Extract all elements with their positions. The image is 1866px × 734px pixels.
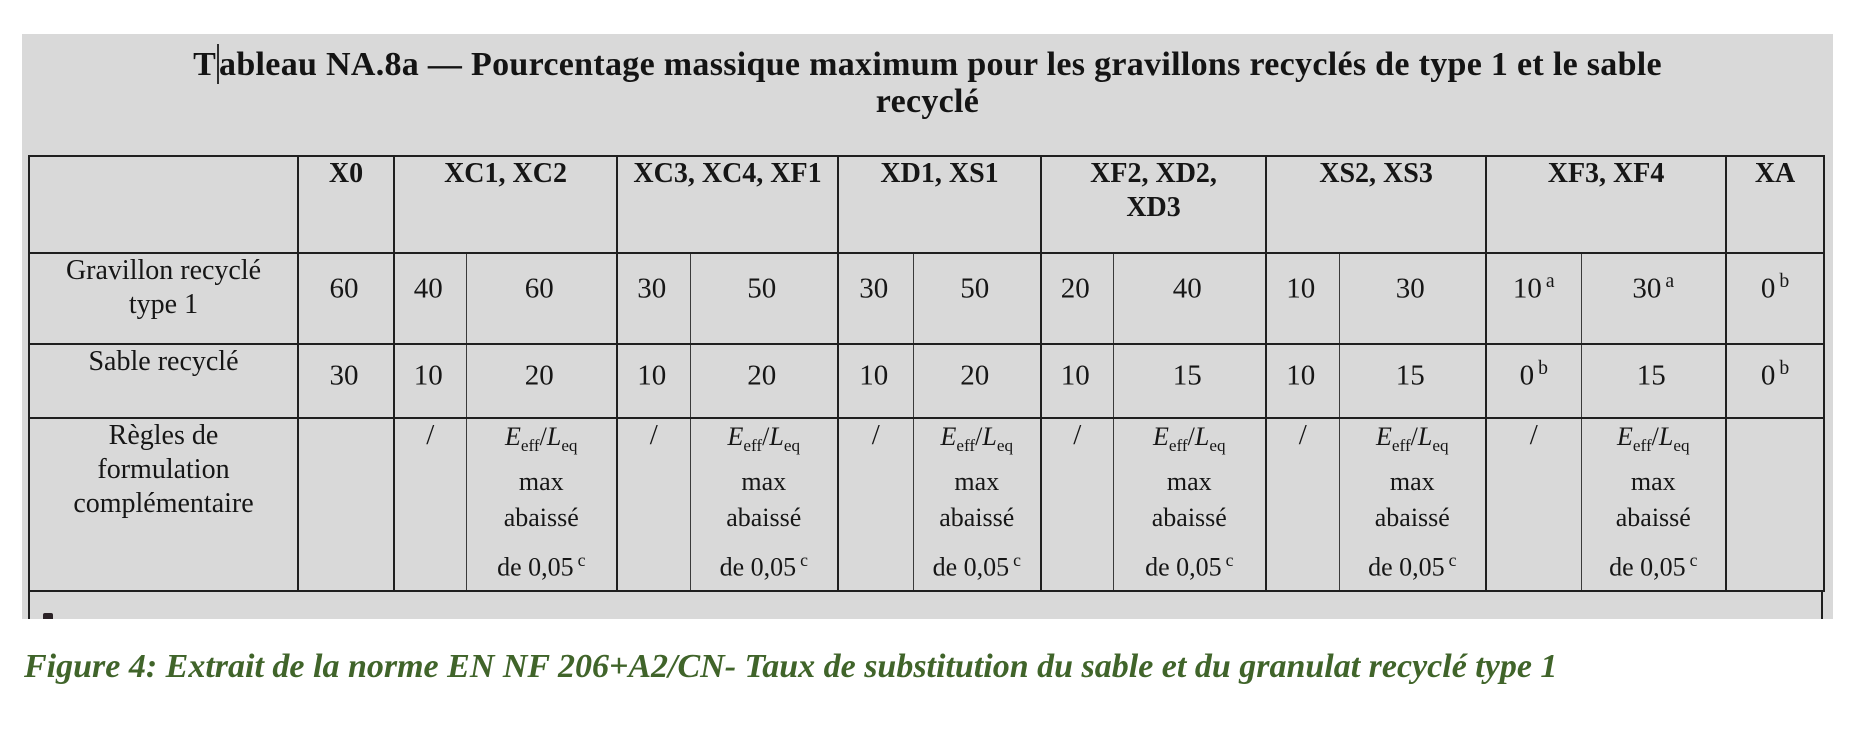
formula-ratio: $E_{eff}/L_{eq}$ [504,422,578,456]
formula-cell[interactable]: $E_{eff}/L_{eq}$ max abaissé de 0,05 $^c$ [1339,418,1486,591]
table-cell-slash[interactable]: / [1041,418,1113,591]
table-cell[interactable]: 30 [838,253,913,344]
table-cell-slash[interactable]: / [617,418,690,591]
column-header-x0[interactable]: X0 [298,156,394,253]
table-cell-empty[interactable] [298,418,394,591]
table-cell[interactable]: 20 [1041,253,1113,344]
table-cell[interactable]: 50 [913,253,1041,344]
column-header-xa[interactable]: XA [1726,156,1824,253]
table-cell[interactable]: 0 $^b$ [1726,253,1824,344]
formula-cell[interactable]: $E_{eff}/L_{eq}$ max abaissé de 0,05 $^c$ [1581,418,1726,591]
footnotes-row-cropped [28,592,1823,619]
table-cell[interactable]: 10 [838,344,913,418]
table-cell[interactable]: 40 [394,253,466,344]
table-cell[interactable]: 15 [1113,344,1266,418]
formula-ratio: $E_{eff}/L_{eq}$ [1153,422,1226,456]
header-row [29,156,1824,253]
table-cell-slash[interactable]: / [1486,418,1581,591]
formula-cell[interactable]: $E_{eff}/L_{eq}$ max abaissé de 0,05 $^c$ [690,418,838,591]
formula-cell[interactable]: $E_{eff}/L_{eq}$ max abaissé de 0,05 $^c$ [1113,418,1266,591]
table-cell-slash[interactable]: / [838,418,913,591]
table-cell[interactable]: 20 [690,344,838,418]
table-cell[interactable]: 0 $^b$ [1486,344,1581,418]
title-text: T [193,46,217,83]
column-header-xc1-xc2[interactable]: XC1, XC2 [394,156,617,253]
column-header-xf3-xf4[interactable]: XF3, XF4 [1486,156,1726,253]
table-cell[interactable]: 60 [298,253,394,344]
table-cell[interactable]: 10 [394,344,466,418]
title-text: ableau NA.8a — Pourcentage massique maximum pour les gravillons recyclés de type 1 et le sable [219,46,1662,83]
table-cell[interactable]: 40 [1113,253,1266,344]
formula-ratio: $E_{eff}/L_{eq}$ [727,422,801,456]
formula-ratio: $E_{eff}/L_{eq}$ [1376,422,1449,456]
formula-ratio: $E_{eff}/L_{eq}$ [940,422,1014,456]
cropped-footnote-mark [43,613,53,619]
data-table [28,155,1825,592]
column-header-xd1-xs1[interactable]: XD1, XS1 [838,156,1041,253]
table-title-line2: recyclé [875,83,980,120]
table-cell[interactable]: 10 $^a$ [1486,253,1581,344]
table-cell[interactable]: 20 [913,344,1041,418]
formula-cell[interactable]: $E_{eff}/L_{eq}$ max abaissé de 0,05 $^c$ [913,418,1041,591]
figure-caption: Figure 4: Extrait de la norme EN NF 206+A2/CN- Taux de substitution du sable et du granulat recyclé type 1 [24,648,1558,685]
table-cell[interactable]: 15 [1339,344,1486,418]
table-cell[interactable]: 10 [1266,253,1339,344]
table-title [22,34,1833,120]
column-header-xf2-xd2-xd3[interactable]: XF2, XD2, XD3 [1041,156,1266,253]
data-table-wrap [28,155,1823,619]
table-cell[interactable]: 30 [617,253,690,344]
table-cell[interactable]: 30 $^a$ [1581,253,1726,344]
table-cell[interactable]: 20 [466,344,617,418]
table-cell-slash[interactable]: / [1266,418,1339,591]
table-row-gravillon [29,253,1824,344]
row-label-sable[interactable]: Sable recyclé [88,346,239,377]
table-cell[interactable]: 15 [1581,344,1726,418]
table-cell[interactable]: 0 $^b$ [1726,344,1824,418]
row-label-gravillon[interactable]: Gravillon recyclé type 1 [65,255,262,320]
table-cell[interactable]: 60 [466,253,617,344]
table-cell[interactable]: 30 [298,344,394,418]
table-cell[interactable]: 10 [617,344,690,418]
table-cell[interactable]: 10 [1266,344,1339,418]
table-cell-empty[interactable] [1726,418,1824,591]
column-header-xc3-xc4-xf1[interactable]: XC3, XC4, XF1 [617,156,838,253]
column-header-xs2-xs3[interactable]: XS2, XS3 [1266,156,1486,253]
table-cell[interactable]: 30 [1339,253,1486,344]
formula-ratio: $E_{eff}/L_{eq}$ [1617,422,1690,456]
table-row-sable [29,344,1824,418]
table-row-regles [29,418,1824,591]
table-cell-slash[interactable]: / [394,418,466,591]
table-cell[interactable]: 10 [1041,344,1113,418]
row-label-regles[interactable]: Règles de formulation complémentaire [73,420,254,519]
corner-cell[interactable] [29,156,298,253]
table-cell[interactable]: 50 [690,253,838,344]
formula-cell[interactable]: $E_{eff}/L_{eq}$ max abaissé de 0,05 $^c$ [466,418,617,591]
document-page[interactable] [22,34,1833,619]
table-title-line1 [22,44,1833,84]
